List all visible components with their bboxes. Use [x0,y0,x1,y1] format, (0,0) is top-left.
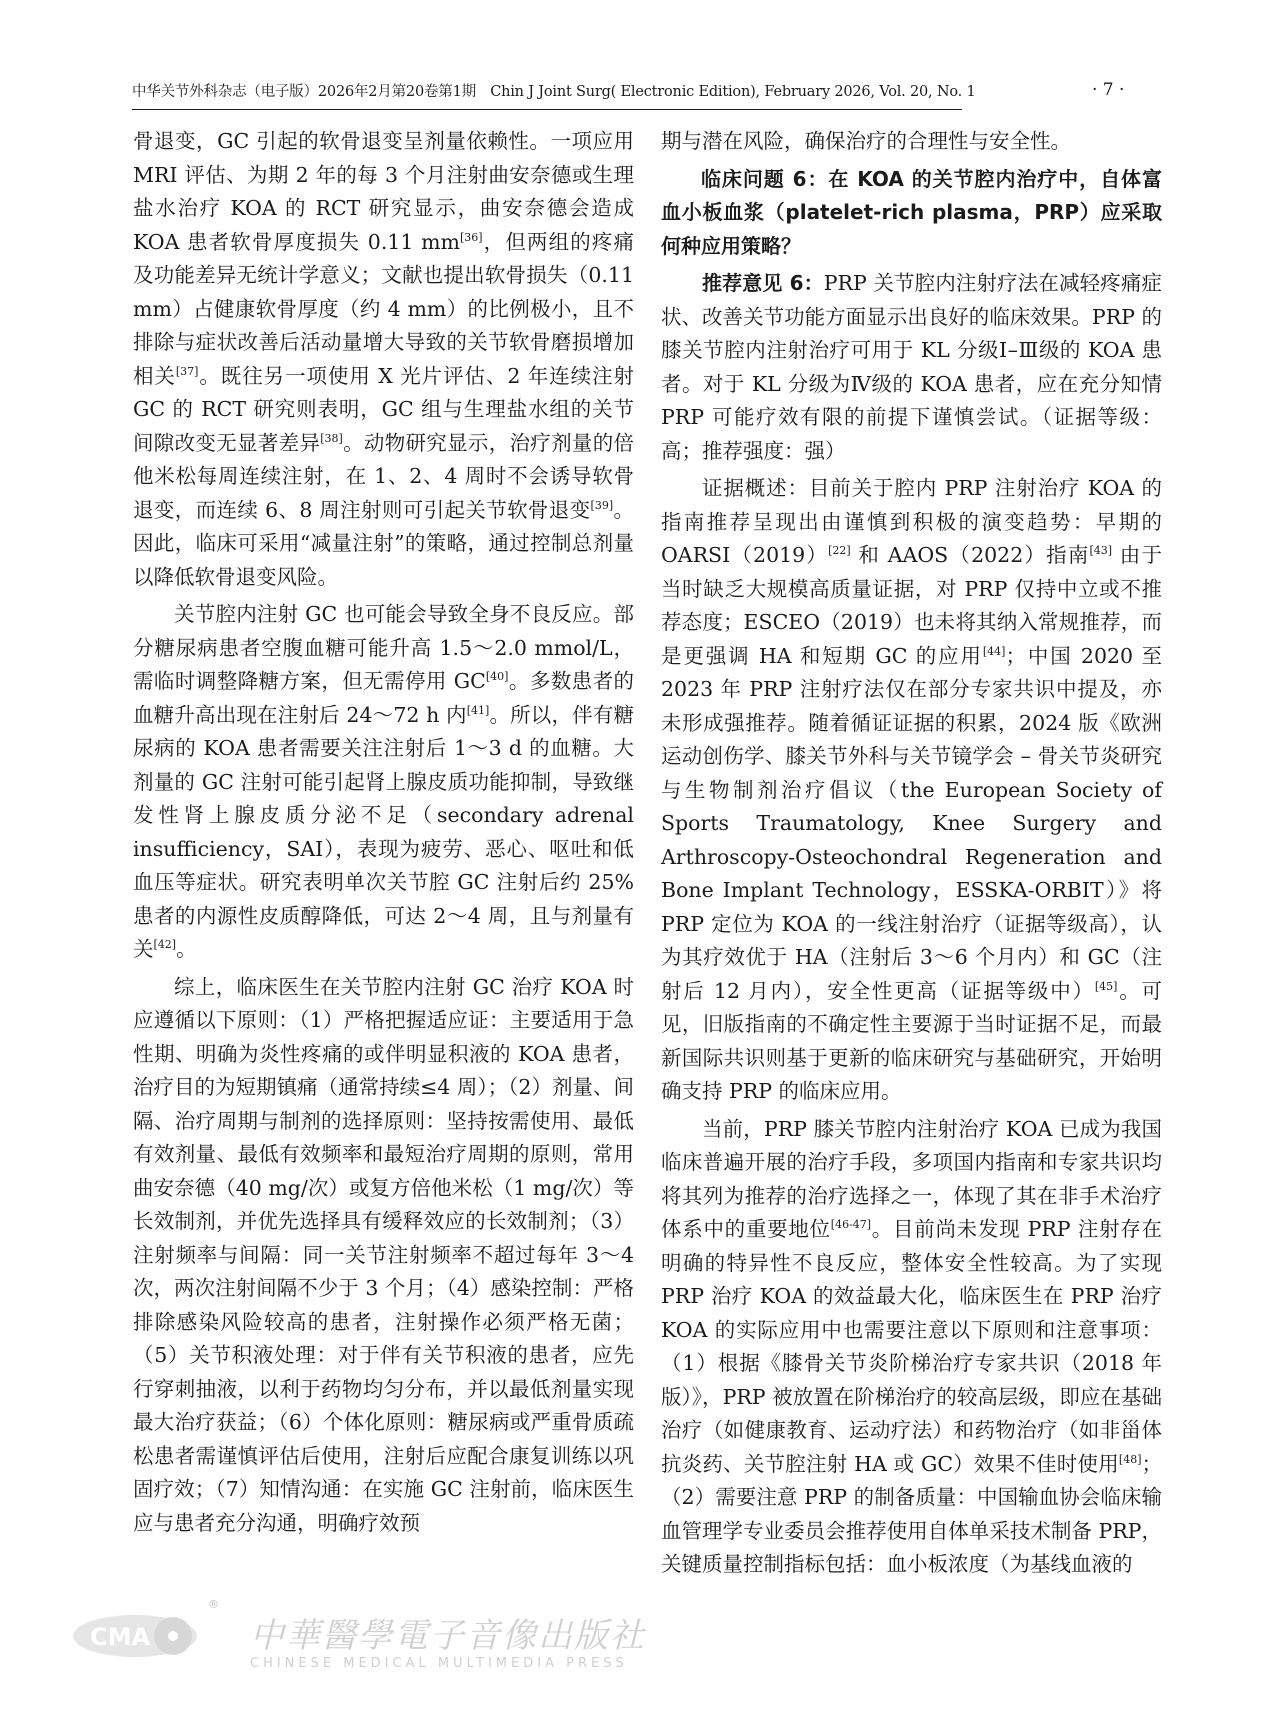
paragraph: 证据概述：目前关于腔内 PRP 注射治疗 KOA 的指南推荐呈现出由谨慎到积极的演变趋势：早期的 OARSI（2019）[22] 和 AAOS（2022）指南[43] 由于当时缺乏大规模高质量证据，对 PRP 仅持中立或不推荐态度；ESCEO（2019）也未将其纳入常规推荐，而是更强调 HA 和短期 GC 的应用[44]；中国 2020 至 2023 年 PRP 注射疗法仅在部分专家共识中提及，亦未形成强推荐。随着循证证据的积累，2024 版《欧洲运动创伤学、膝关节外科与关节镜学会 – 骨关节炎研究与生物制剂治疗倡议（the European Society of Sports Traumatology, Knee Surgery and Arthroscopy-Osteochondral Regeneration and Bone Implant Technology，ESSKA-ORBIT）》将 PRP 定位为 KOA 的一线注射治疗（证据等级高），认为其疗效优于 HA（注射后 3～6 个月内）和 GC（注射后 12 月内），安全性更高（证据等级中）[45]。可见，旧版指南的不确定性主要源于当时证据不足，而最新国际共识则基于更新的临床研究与基础研究，开始明确支持 PRP 的临床应用。 [661,476,1162,1103]
paragraph: 关节腔内注射 GC 也可能会导致全身不良反应。部分糖尿病患者空腹血糖可能升高 1.5～2.0 mmol/L，需临时调整降糖方案，但无需停用 GC[40]。多数患者的血糖升高出现在注射后 24～72 h 内[41]。所以，伴有糖尿病的 KOA 患者需要关注注射后 1～3 d 的血糖。大剂量的 GC 注射可能引起肾上腺皮质功能抑制，导致继发性肾上腺皮质分泌不足（secondary adrenal insufficiency，SAI），表现为疲劳、恶心、呕吐和低血压等症状。研究表明单次关节腔 GC 注射后约 25% 患者的内源性皮质醇降低，可达 2～4 周，且与剂量有关[42]。 [133,602,635,961]
page-number: · 7 · [1092,80,1125,100]
citation[interactable]: [38] [320,431,343,445]
paragraph: 骨退变，GC 引起的软骨退变呈剂量依赖性。一项应用 MRI 评估、为期 2 年的每 3 个月注射曲安奈德或生理盐水治疗 KOA 的 RCT 研究显示，曲安奈德会造成 KOA 患者软骨厚度损失 0.11 mm[36]，但两组的疼痛及功能差异无统计学意义；文献也提出软骨损失（0.11 mm）占健康软骨厚度（约 4 mm）的比例极小，且不排除与症状改善后活动量增大导致的关节软骨磨损增加相关[37]。既往另一项使用 X 光片评估、2 年连续注射 GC 的 RCT 研究则表明，GC 组与生理盐水组的关节间隙改变无显著差异[38]。动物研究显示，治疗剂量的倍他米松每周连续注射，在 1、2、4 周时不会诱导软骨退变，而连续 6、8 周注射则可引起关节软骨退变[39]。因此，临床可采用“减量注射”的策略，通过控制总剂量以降低软骨退变风险。 [133,129,635,589]
paragraph: 当前，PRP 膝关节腔内注射治疗 KOA 已成为我国临床普遍开展的治疗手段，多项国内指南和专家共识均将其列为推荐的治疗选择之一，体现了其在非手术治疗体系中的重要地位[46-47]。目前尚未发现 PRP 注射存在明确的特异性不良反应，整体安全性较高。为了实现 PRP 治疗 KOA 的效益最大化，临床医生在 PRP 治疗 KOA 的实际应用中也需要注意以下原则和注意事项：（1）根据《膝骨关节炎阶梯治疗专家共识（2018 年版）》，PRP 被放置在阶梯治疗的较高层级，即应在基础治疗（如健康教育、运动疗法）和药物治疗（如非甾体抗炎药、关节腔注射 HA 或 GC）效果不佳时使用[48]；（2）需要注意 PRP 的制备质量：中国输血协会临床输血管理学专业委员会推荐使用自体单采技术制备 PRP，关键质量控制指标包括：血小板浓度（为基线血液的 [661,1116,1163,1576]
citation[interactable]: [39] [590,498,614,512]
citation[interactable]: [45] [1094,979,1118,993]
registered-mark: ® [208,1598,219,1611]
right-column [661,125,1162,1586]
citation[interactable]: [22] [828,544,851,558]
publisher-name-cn: 中華醫學電子音像出版社 [250,1616,646,1656]
citation[interactable]: [40] [485,670,509,684]
citation[interactable]: [46-47] [830,1218,872,1232]
citation[interactable]: [42] [153,938,177,952]
left-column [133,125,634,1544]
recommendation-label: 推荐意见 6： [702,271,824,295]
publisher-logo [70,1612,200,1660]
citation[interactable]: [44] [982,644,1006,658]
citation[interactable]: [36] [459,230,483,244]
citation[interactable]: [48] [1118,1452,1142,1466]
paragraph: 期与潜在风险，确保治疗的合理性与安全性。 [661,129,1071,153]
citation[interactable]: [41] [466,703,490,717]
svg-text:CMA: CMA [90,1623,151,1651]
recommendation-paragraph: 推荐意见 6：PRP 关节腔内注射疗法在减轻疼痛症状、改善关节功能方面显示出良好的临床效果。PRP 的膝关节腔内注射治疗可用于 KL 分级Ⅰ–Ⅲ级的 KOA 患者。对于 KL 分级为Ⅳ级的 KOA 患者，应在充分知情 PRP 可能疗效有限的前提下谨慎尝试。（证据等级：高；推荐强度：强） [661,271,1162,463]
publisher-name-en: CHINESE MEDICAL MULTIMEDIA PRESS [250,1656,628,1671]
clinical-question-heading: 临床问题 6：在 KOA 的关节腔内治疗中，自体富血小板血浆（platelet-rich plasma，PRP）应采取何种应用策略？ [661,166,1162,258]
citation[interactable]: [43] [1089,544,1113,558]
paragraph: 综上，临床医生在关节腔内注射 GC 治疗 KOA 时应遵循以下原则：（1）严格把握适应证：主要适用于急性期、明确为炎性疼痛的或伴明显积液的 KOA 患者，治疗目的为短期镇痛（通常持续≤4 周）；（2）剂量、间隔、治疗周期与制剂的选择原则：坚持按需使用、最低有效剂量、最低有效频率和最短治疗周期的原则，常用曲安奈德（40 mg/次）或复方倍他米松（1 mg/次）等长效制剂，并优先选择具有缓释效应的长效制剂；（3）注射频率与间隔：同一关节注射频率不超过每年 3～4 次，两次注射间隔不少于 3 个月；（4）感染控制：严格排除感染风险较高的患者，注射操作必须严格无菌；（5）关节积液处理：对于伴有关节积液的患者，应先行穿刺抽液，以利于药物均匀分布，并以最低剂量实现最大治疗获益；（6）个体化原则：糖尿病或严重骨质疏松患者需谨慎评估后使用，注射后应配合康复训练以巩固疗效；（7）知情沟通：在实施 GC 注射前，临床医生应与患者充分沟通，明确疗效预 [133,974,634,1535]
citation[interactable]: [37] [175,364,199,378]
running-header: 中华关节外科杂志（电子版）2026年2月第20卷第1期 Chin J Joint Surg( Electronic Edition), February 2026, Vol. 20, No. 1 [132,80,962,110]
